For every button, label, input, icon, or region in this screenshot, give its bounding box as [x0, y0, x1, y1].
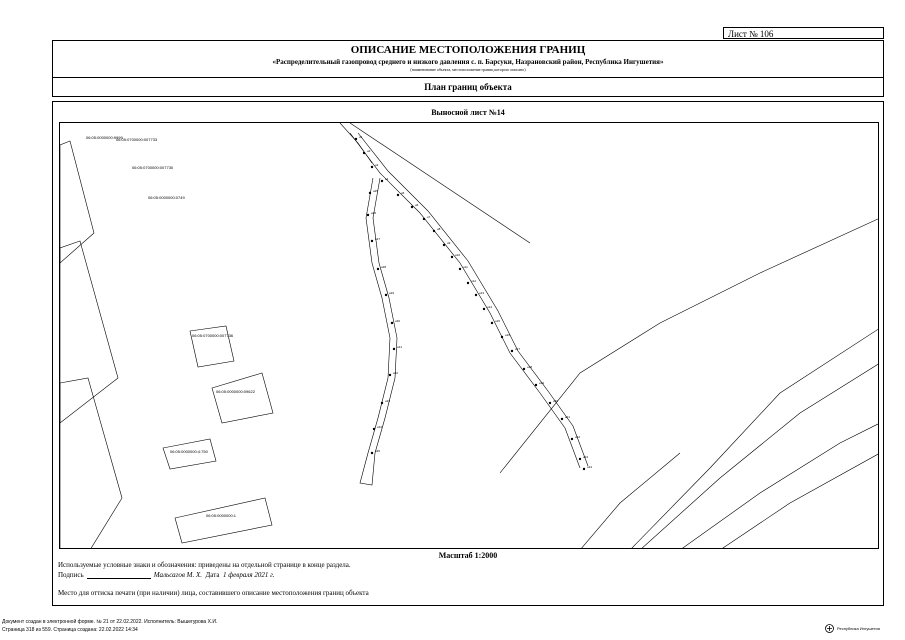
parcel-label: 06:05:0700000:007733: [116, 137, 158, 142]
boundary-point: [371, 240, 373, 242]
boundary-point-label: н11: [463, 265, 468, 269]
boundary-point: [389, 374, 391, 376]
parcel-7: [175, 498, 272, 543]
boundary-point: [467, 282, 469, 284]
parcel-6: [163, 439, 216, 469]
legend-note: Используемые условные знаки и обозначения: приведены на отдельной странице в конце раздела.: [58, 561, 351, 569]
boundary-point: [371, 166, 373, 168]
boundary-point-label: н12: [471, 279, 476, 283]
boundary-point-label: н23: [583, 455, 588, 459]
stamp-note: Место для оттиска печати (при наличии) лица, составившего описание местоположения границ объекта: [58, 589, 369, 597]
boundary-point-label: н32: [393, 371, 398, 375]
boundary-point-label: н13: [479, 291, 484, 295]
boundary-point: [535, 384, 537, 386]
boundary-point-label: н10: [455, 253, 460, 257]
boundary-point-label: н25: [373, 189, 378, 193]
document-title: ОПИСАНИЕ МЕСТОПОЛОЖЕНИЯ ГРАНИЦ: [350, 44, 586, 56]
boundary-point-label: н34: [377, 425, 382, 429]
signature-underline: [87, 571, 151, 579]
boundary-point: [377, 268, 379, 270]
boundary-point: [583, 468, 585, 470]
boundary-point: [367, 214, 369, 216]
footer-line-2: Страница 318 из 559. Страница создана: 22.02.2022 14:34: [2, 627, 138, 633]
boundary-point: [475, 294, 477, 296]
boundary-point: [373, 428, 375, 430]
boundary-point: [371, 452, 373, 454]
signature-label: Подпись: [58, 571, 84, 579]
boundary-point: [393, 348, 395, 350]
road-edge-1: [630, 328, 879, 549]
signature-date: 1 февраля 2021 г.: [222, 571, 275, 579]
boundary-point: [483, 308, 485, 310]
boundary-point: [579, 458, 581, 460]
boundary-point-label: н26: [371, 211, 376, 215]
boundary-point: [549, 402, 551, 404]
boundary-point-label: н21: [565, 415, 570, 419]
boundary-point-label: н30: [395, 319, 400, 323]
pipeline-left-end: [360, 453, 375, 485]
boundary-point: [511, 350, 513, 352]
signature-line: [58, 571, 275, 579]
boundary-point: [423, 218, 425, 220]
region-logo-text: Республика Ингушетия: [837, 626, 880, 631]
boundary-point-label: н31: [397, 345, 402, 349]
boundary-point-label: н29: [389, 291, 394, 295]
parcel-label: 06:05:0000000:09622: [216, 389, 255, 394]
parcel-label: 06:05:0000000:4:750: [170, 449, 208, 454]
plan-label: План границ объекта: [53, 77, 883, 97]
boundary-point: [501, 336, 503, 338]
boundary-point: [411, 206, 413, 208]
parcel-edge-a: [500, 218, 879, 473]
plan-frame: [52, 101, 884, 606]
document-footer: [2, 618, 217, 634]
parcel-label: 06:05:0700000:007736: [192, 333, 234, 338]
boundary-point-label: н1: [359, 135, 363, 139]
parcel-label: 06:05:0700000:007730: [132, 165, 174, 170]
boundary-point-label: н6: [415, 203, 419, 207]
boundary-point: [523, 368, 525, 370]
boundary-point-label: н17: [515, 347, 520, 351]
boundary-point-label: н4: [385, 177, 389, 181]
boundary-point: [451, 256, 453, 258]
object-name-caption: (наименование объекта, местоположение границ которого описано): [410, 67, 526, 72]
boundary-point: [385, 294, 387, 296]
boundary-point: [355, 138, 357, 140]
road-edge-2: [640, 363, 879, 549]
boundary-point-label: н19: [539, 381, 544, 385]
pipeline-right-b: [358, 133, 588, 466]
boundary-point: [433, 230, 435, 232]
boundary-point: [491, 322, 493, 324]
boundary-point: [561, 418, 563, 420]
boundary-map: [59, 122, 879, 549]
boundary-point-label: н8: [437, 227, 441, 231]
sheet-number: Лист № 106: [723, 27, 884, 39]
signer-name: Мальсагов М. Х.: [153, 571, 202, 579]
boundary-point-label: н15: [495, 319, 500, 323]
sheet-title: Выносной лист №14: [431, 108, 505, 117]
boundary-point-label: н24: [587, 465, 592, 469]
parcel-edge-b: [580, 453, 680, 549]
boundary-point: [363, 152, 365, 154]
parcel-label: 06:05:0000000:0749: [148, 195, 185, 200]
parcel-edge-c: [350, 123, 530, 243]
pipeline-right-a: [350, 133, 580, 468]
boundary-point-label: н20: [553, 399, 558, 403]
parcel-label: 06:05:0000000:9999: [86, 135, 123, 140]
boundary-point: [381, 180, 383, 182]
boundary-point-label: н3: [375, 163, 379, 167]
boundary-point-label: н14: [487, 305, 492, 309]
boundary-point-label: н28: [381, 265, 386, 269]
pipeline-top: [340, 123, 372, 163]
boundary-point: [369, 192, 371, 194]
road-edge-3: [680, 423, 879, 549]
boundary-point-label: н9: [447, 241, 451, 245]
parcel-5: [212, 373, 273, 423]
boundary-point-label: н35: [375, 449, 380, 453]
boundary-point: [397, 194, 399, 196]
map-drawing: [60, 123, 879, 549]
parcel-label: 06:05:0000000:1: [206, 513, 237, 518]
parcel-1: [60, 141, 94, 263]
boundary-point-label: н27: [375, 237, 380, 241]
boundary-point-label: н7: [427, 215, 431, 219]
boundary-point-label: н2: [367, 149, 371, 153]
pipeline-left-b: [373, 178, 397, 453]
boundary-point-label: н22: [575, 435, 580, 439]
footer-line-1: Документ создан в электронной форме. № 21 от 22.02.2022. Исполнитель: Вышегурова Х.И.: [2, 619, 218, 625]
region-emblem-icon: [825, 624, 834, 633]
date-label: Дата: [205, 571, 220, 579]
boundary-point: [571, 438, 573, 440]
boundary-point: [381, 402, 383, 404]
boundary-point: [459, 268, 461, 270]
parcel-2: [60, 241, 118, 423]
boundary-point: [391, 322, 393, 324]
boundary-point-label: н33: [385, 399, 390, 403]
object-name: «Распределительный газопровод среднего и низкого давления с. п. Барсуки, Назрановский район, Республика Ингушетия»: [272, 58, 664, 66]
boundary-point-label: н16: [505, 333, 510, 337]
boundary-point-label: н5: [401, 191, 405, 195]
document-header: [52, 40, 884, 97]
region-logo: [825, 624, 880, 633]
road-edge-4: [720, 453, 879, 549]
boundary-point: [443, 244, 445, 246]
map-scale: Масштаб 1:2000: [438, 551, 498, 560]
parcel-3: [60, 378, 122, 549]
boundary-point-label: н18: [527, 365, 532, 369]
